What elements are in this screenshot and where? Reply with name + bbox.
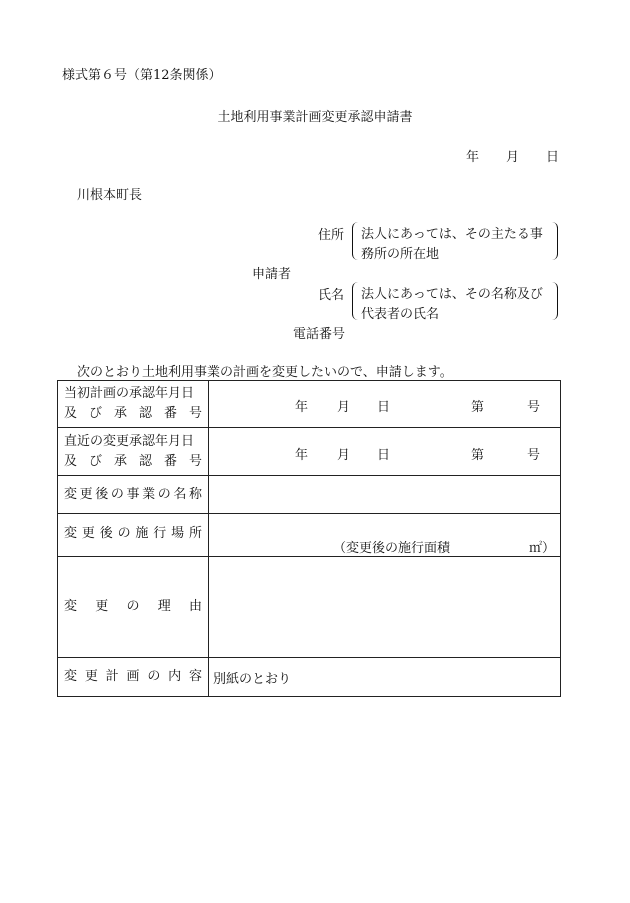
address-note-line-1: 法人にあっては、その主たる事: [361, 227, 543, 242]
table-row-plan-content: [58, 658, 561, 697]
date-month: 月: [506, 150, 520, 165]
location-value[interactable]: [209, 514, 561, 557]
name-note-line-1: 法人にあっては、その名称及び: [361, 287, 543, 302]
location-label: 変更後の施行場所: [58, 514, 209, 557]
table-row-project-name: [58, 476, 561, 514]
addressee: 川根本町長: [77, 188, 143, 203]
initial-approval-value[interactable]: 年 月 日 第 号: [209, 381, 561, 428]
reason-label: 変更の理由: [58, 557, 209, 658]
area-text: （変更後の施行面積: [333, 541, 451, 556]
address-label: 住所: [318, 228, 345, 243]
table-row-latest-approval: [58, 428, 561, 476]
latest-approval-value[interactable]: 年 月 日 第 号: [209, 428, 561, 476]
reason-value[interactable]: [209, 557, 561, 658]
area-unit: ㎡）: [529, 541, 556, 556]
latest-approval-label: 直近の変更承認年月日 及び承認番号: [58, 428, 209, 476]
table-row-reason: [58, 557, 561, 658]
plan-content-value[interactable]: 別紙のとおり: [209, 658, 561, 697]
form-number: 様式第６号（第12条関係）: [62, 68, 222, 83]
initial-approval-label: 当初計画の承認年月日 及び承認番号: [58, 381, 209, 428]
name-label: 氏名: [318, 288, 345, 303]
project-name-label: 変更後の事業の名称: [58, 476, 209, 514]
applicant-label: 申請者: [252, 267, 292, 282]
intro-text: 次のとおり土地利用事業の計画を変更したいので、申請します。: [77, 365, 453, 380]
application-table: [57, 380, 561, 697]
project-name-value[interactable]: [209, 476, 561, 514]
table-row-initial-approval: [58, 381, 561, 428]
date-day: 日: [546, 150, 560, 165]
name-note-bracket: [352, 282, 558, 320]
address-note-bracket: [352, 222, 558, 260]
name-note-line-2: 代表者の氏名: [361, 307, 440, 322]
date-year: 年: [466, 150, 480, 165]
table-row-location: [58, 514, 561, 557]
phone-label: 電話番号: [293, 327, 346, 342]
plan-content-label: 変更計画の内容: [58, 658, 209, 697]
document-title: 土地利用事業計画変更承認申請書: [217, 110, 413, 125]
address-note-line-2: 務所の所在地: [361, 247, 440, 262]
